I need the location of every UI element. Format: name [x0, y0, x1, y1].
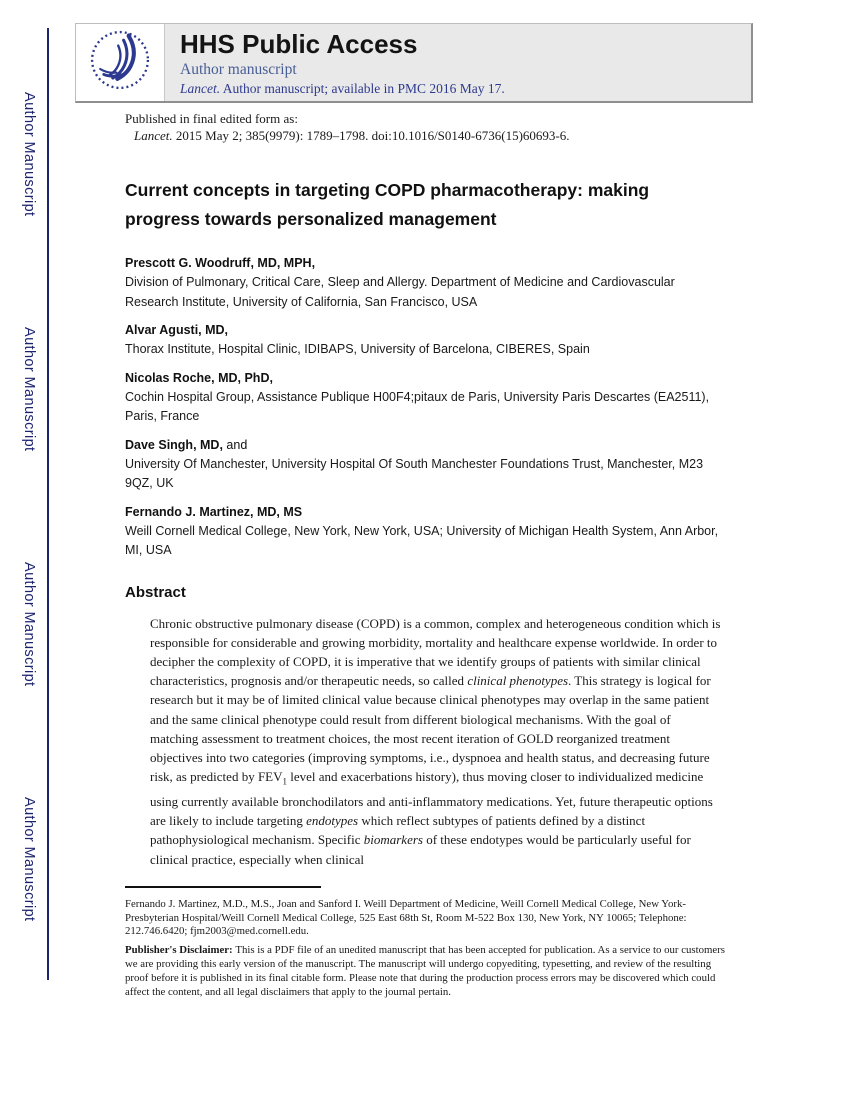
- watermark-author-manuscript-4: Author Manuscript: [21, 797, 37, 922]
- author-block: [125, 321, 723, 360]
- author-name-bold: Prescott G. Woodruff, MD, MPH,: [125, 256, 316, 270]
- author-name-bold: Nicolas Roche, MD, PhD,: [125, 370, 273, 385]
- author-name: [125, 436, 723, 455]
- author-affiliation: University Of Manchester, University Hospital Of South Manchester Foundations Trust, Manchester, M23 9QZ, UK: [125, 456, 704, 490]
- author-affiliation: Weill Cornell Medical College, New York, New York, USA; University of Michigan Health System, Ann Arbor, MI, USA: [125, 523, 719, 557]
- author-manuscript-link[interactable]: Author manuscript: [180, 61, 297, 78]
- author-block: [125, 436, 723, 494]
- hhs-eagle-seal-icon: [84, 24, 156, 101]
- abstract-text: Chronic obstructive pulmonary disease (COPD) is a common, complex and heterogeneous condition which is responsible for considerable and growing morbidity, mortality and healthcare expense worldwide. In order to decipher the complexity of COPD, it is imperative that we identify groups of patients with similar clinical characteristics, prognosis and/or therapeutic needs, so called clinical phenotypes. This strategy is logical for research but it may be of limited clinical value because clinical phenotypes may overlap in the same patient and the same clinical phenotype could result from different biological mechanisms. With the goal of matching assessment to treatment choices, the most recent iteration of GOLD reorganized treatment objectives into two categories (improving symptoms, i.e., dyspnoea and health status, and decreasing future risk, as predicted by $FEV_1$ level and exacerbations history), thus moving closer to individualized medicine using currently available bronchodilators and anti-inflammatory medications. Yet, future therapeutic options are likely to include targeting endotypes which reflect subtypes of patients defined by a distinct pathophysiological mechanism. Specific biomarkers of these endotypes would be particularly useful for clinical practice, especially when clinical: [150, 615, 721, 867]
- article-title: Current concepts in targeting COPD pharmacotherapy: making progress towards personalized management: [125, 180, 650, 229]
- author-affiliation: Cochin Hospital Group, Assistance Publique H00F4;pitaux de Paris, University Paris Descartes (EA2511), Paris, France: [125, 389, 710, 423]
- availability-text: Author manuscript; available in PMC 2016 May 17.: [220, 81, 505, 96]
- author-name-bold: Dave Singh, MD,: [125, 437, 223, 452]
- author-name: [125, 503, 723, 522]
- published-as-citation: [125, 127, 723, 145]
- footnote-section: [125, 886, 723, 1000]
- watermark-author-manuscript-2: Author Manuscript: [21, 327, 37, 452]
- watermark-author-manuscript-3: Author Manuscript: [21, 562, 37, 687]
- published-as-lead: Published in final edited form as:: [125, 111, 298, 126]
- author-affiliation: Division of Pulmonary, Critical Care, Sleep and Allergy. Department of Medicine and Cardiovascular Research Institute, University of California, San Francisco, USA: [125, 275, 675, 309]
- footnote-separator-rule: [125, 886, 321, 888]
- banner-text: [165, 24, 505, 101]
- citation-journal-italic: Lancet.: [134, 128, 173, 143]
- pmc-availability-line: [180, 80, 505, 98]
- hhs-banner: [75, 23, 753, 103]
- main-content: [125, 110, 723, 999]
- abstract-heading: Abstract: [125, 583, 186, 601]
- author-block: [125, 369, 723, 427]
- hhs-logo-box: [76, 24, 165, 101]
- author-affiliation: Thorax Institute, Hospital Clinic, IDIBAPS, University of Barcelona, CIBERES, Spain: [125, 342, 590, 356]
- publisher-disclaimer: Publisher's Disclaimer: This is a PDF file of an unedited manuscript that has been accepted for publication. As a service to our customers we are providing this early version of the manuscript. The manuscript will undergo copyediting, typesetting, and review of the resulting proof before it is published in its final citable form. Please note that during the production process errors may be discovered which could affect the content, and all legal disclaimers that apply to the journal pertain.: [125, 944, 725, 998]
- correspondence-footnote: Fernando J. Martinez, M.D., M.S., Joan and Sanford I. Weill Department of Medicine, Weill Cornell Medical College, New York-Presbyterian Hospital/Weill Cornell Medical College, 525 East 68th St, Room M-522 Box 130, New York, NY 10065; Telephone: 212.746.6420; fjm2003@med.cornell.edu.: [125, 897, 687, 938]
- journal-name-italic: Lancet.: [180, 81, 221, 96]
- author-name: [125, 321, 723, 340]
- author-name-bold: Alvar Agusti, MD,: [125, 323, 229, 337]
- watermark-rule: [47, 28, 49, 980]
- author-name-rest: and: [222, 437, 248, 452]
- author-list: [125, 254, 723, 561]
- author-name: [125, 369, 723, 388]
- author-block: [125, 503, 723, 561]
- watermark-author-manuscript-1: Author Manuscript: [21, 92, 37, 217]
- author-name-bold: Fernando J. Martinez, MD, MS: [125, 504, 303, 519]
- citation-detail: 2015 May 2; 385(9979): 1789–1798. doi:10.1016/S0140-6736(15)60693-6.: [172, 128, 570, 143]
- hhs-public-access-title: HHS Public Access: [180, 29, 418, 59]
- author-name: [125, 254, 723, 273]
- author-block: [125, 254, 723, 312]
